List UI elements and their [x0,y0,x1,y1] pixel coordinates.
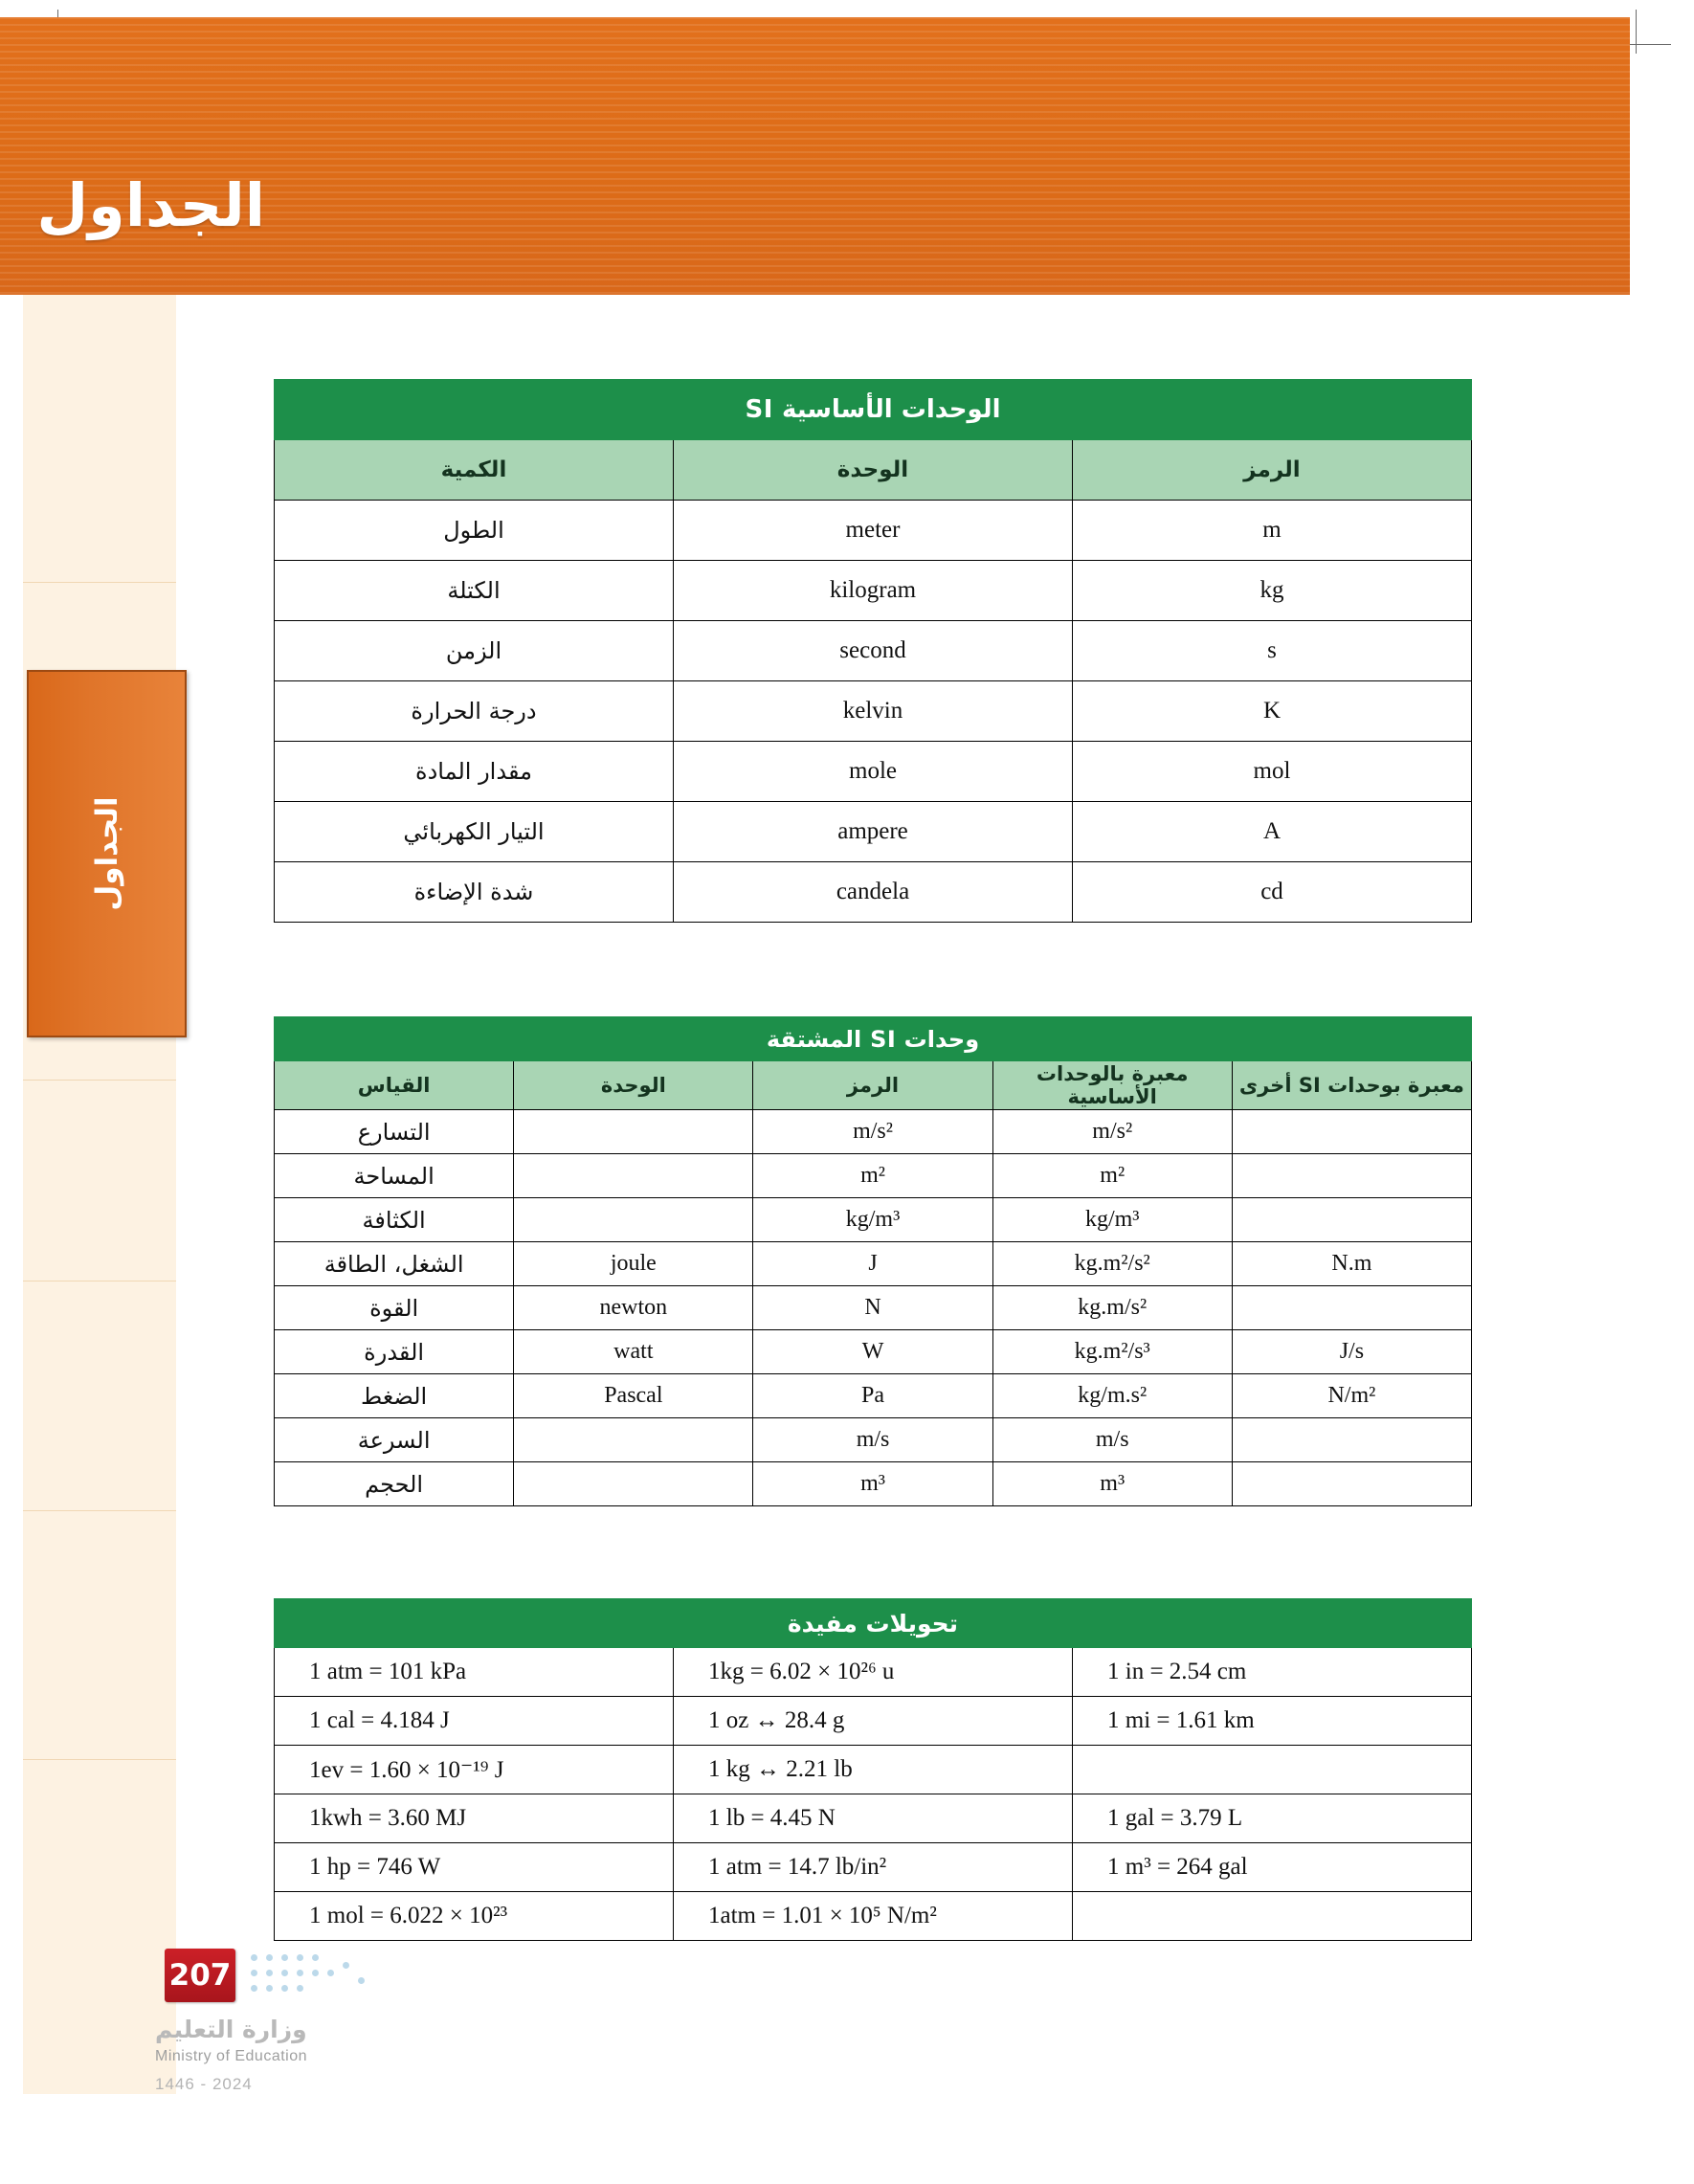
table-si-base-title: الوحدات الأساسية SI [275,380,1472,440]
table-row [275,1794,1472,1843]
table-row [275,681,1472,742]
cell-conversion [1073,1746,1472,1794]
cell-base-si: kg.m²/s³ [992,1330,1232,1374]
cell-other-si [1232,1198,1471,1242]
conversion-text: 1 kg ↔ 2.21 lb [708,1756,853,1782]
table-useful-conversions [274,1598,1472,1941]
cell-conversion [1073,1794,1472,1843]
table-row [275,742,1472,802]
table-row [275,621,1472,681]
page-number-badge: 207 [165,1949,235,2002]
cell-symbol: W [753,1330,992,1374]
cell-symbol: m/s [753,1418,992,1462]
conversion-text: 1atm = 1.01 × 10⁵ N/m² [708,1903,937,1928]
cell-unit [514,1198,753,1242]
cell-other-si [1232,1462,1471,1506]
table-row [275,1286,1472,1330]
col-header-unit: الوحدة [514,1061,753,1110]
cell-conversion [674,1746,1073,1794]
edition-years: 2024 - 1446 [155,2075,253,2093]
table-si-base-units [274,379,1472,923]
section-side-tab [27,670,187,1037]
cell-symbol: J [753,1242,992,1286]
cell-unit: joule [514,1242,753,1286]
conversion-text: 1 atm = 14.7 lb/in² [708,1854,887,1880]
cell-unit: second [674,621,1073,681]
cell-symbol: m/s² [753,1110,992,1154]
cell-conversion [275,1697,674,1746]
cell-quantity: الطول [275,501,674,561]
cell-conversion [275,1843,674,1892]
cell-measure: التسارع [275,1110,514,1154]
table-row [275,1746,1472,1794]
ministry-name-ar: وزارة التعليم [155,2016,307,2043]
cell-conversion [275,1892,674,1941]
cell-other-si [1232,1286,1471,1330]
cell-base-si: m³ [992,1462,1232,1506]
cell-conversion [275,1648,674,1697]
table-header-row [275,440,1472,501]
cell-measure: الحجم [275,1462,514,1506]
conversion-text: 1 in = 2.54 cm [1107,1659,1247,1684]
col-header-quantity: الكمية [275,440,674,501]
cell-symbol: kg [1073,561,1472,621]
cell-quantity: الكتلة [275,561,674,621]
cell-measure: القدرة [275,1330,514,1374]
cell-conversion [1073,1648,1472,1697]
page-header-banner [0,17,1630,295]
cell-conversion [674,1892,1073,1941]
col-header-symbol: الرمز [1073,440,1472,501]
cell-base-si: kg.m/s² [992,1286,1232,1330]
cell-symbol: mol [1073,742,1472,802]
cell-measure: السرعة [275,1418,514,1462]
table-row [275,1110,1472,1154]
cell-base-si: m/s² [992,1110,1232,1154]
table-conversions-title: تحويلات مفيدة [275,1599,1472,1648]
cell-symbol: Pa [753,1374,992,1418]
section-side-tab-label: الجداول [89,796,124,911]
cell-conversion [1073,1892,1472,1941]
cell-symbol: m³ [753,1462,992,1506]
cell-other-si: N/m² [1232,1374,1471,1418]
cell-conversion [275,1746,674,1794]
conversion-text: 1 oz ↔ 28.4 g [708,1707,845,1733]
cell-quantity: درجة الحرارة [275,681,674,742]
table-row [275,1330,1472,1374]
cell-conversion [674,1697,1073,1746]
conversion-text: 1 atm = 101 kPa [309,1659,467,1684]
cell-other-si [1232,1154,1471,1198]
page-side-strip [23,295,176,2094]
cell-symbol: N [753,1286,992,1330]
cell-unit: watt [514,1330,753,1374]
cell-measure: الضغط [275,1374,514,1418]
cell-measure: الكثافة [275,1198,514,1242]
table-row [275,1843,1472,1892]
cell-unit: kilogram [674,561,1073,621]
col-header-symbol: الرمز [753,1061,992,1110]
table-row [275,1154,1472,1198]
table-row [275,1892,1472,1941]
cell-other-si [1232,1418,1471,1462]
table-row [275,1697,1472,1746]
cell-measure: الشغل، الطاقة [275,1242,514,1286]
table-row [275,1198,1472,1242]
table-title-row [275,1599,1472,1648]
cell-symbol: cd [1073,862,1472,923]
cell-other-si [1232,1110,1471,1154]
cell-other-si: N.m [1232,1242,1471,1286]
cell-quantity: الزمن [275,621,674,681]
cell-conversion [674,1648,1073,1697]
conversion-text: 1 gal = 3.79 L [1107,1805,1243,1831]
crop-mark-top-right [1627,10,1671,54]
cell-base-si: kg/m.s² [992,1374,1232,1418]
cell-base-si: m² [992,1154,1232,1198]
conversion-text: 1ev = 1.60 × 10⁻¹⁹ J [309,1757,504,1783]
cell-other-si: J/s [1232,1330,1471,1374]
cell-quantity: مقدار المادة [275,742,674,802]
cell-unit: kelvin [674,681,1073,742]
col-header-unit: الوحدة [674,440,1073,501]
col-header-base-si: معبرة بالوحدات الأساسية [992,1061,1232,1110]
cell-unit: meter [674,501,1073,561]
table-row [275,862,1472,923]
cell-conversion [275,1794,674,1843]
cell-measure: المساحة [275,1154,514,1198]
decorative-dots [251,1947,413,2004]
table-title-row [275,1017,1472,1061]
cell-unit: Pascal [514,1374,753,1418]
cell-unit: candela [674,862,1073,923]
cell-quantity: شدة الإضاءة [275,862,674,923]
table-title-row [275,380,1472,440]
conversion-text: 1kwh = 3.60 MJ [309,1805,467,1831]
page-title: الجداول [36,170,265,240]
cell-conversion [674,1794,1073,1843]
table-row [275,561,1472,621]
cell-symbol: kg/m³ [753,1198,992,1242]
table-row [275,1242,1472,1286]
cell-unit [514,1110,753,1154]
cell-base-si: kg/m³ [992,1198,1232,1242]
table-header-row [275,1061,1472,1110]
conversion-text: 1 cal = 4.184 J [309,1707,450,1733]
table-row [275,501,1472,561]
conversion-text: 1 mi = 1.61 km [1107,1707,1255,1733]
cell-quantity: التيار الكهربائي [275,802,674,862]
table-row [275,802,1472,862]
cell-symbol: m² [753,1154,992,1198]
table-row [275,1418,1472,1462]
cell-unit: mole [674,742,1073,802]
table-row [275,1374,1472,1418]
cell-conversion [674,1843,1073,1892]
ministry-name-en: Ministry of Education [155,2048,308,2064]
cell-symbol: m [1073,501,1472,561]
cell-unit [514,1462,753,1506]
cell-symbol: s [1073,621,1472,681]
page-footer [144,1935,526,2117]
cell-unit [514,1418,753,1462]
table-row [275,1648,1472,1697]
cell-measure: القوة [275,1286,514,1330]
table-si-derived-title: وحدات SI المشتقة [275,1017,1472,1061]
conversion-text: 1 m³ = 264 gal [1107,1854,1248,1880]
cell-symbol: A [1073,802,1472,862]
cell-conversion [1073,1697,1472,1746]
table-si-derived-units [274,1016,1472,1506]
cell-unit: ampere [674,802,1073,862]
table-row [275,1462,1472,1506]
cell-base-si: kg.m²/s² [992,1242,1232,1286]
tables-content-area [274,379,1472,1941]
conversion-text: 1kg = 6.02 × 10²⁶ u [708,1659,895,1684]
cell-unit [514,1154,753,1198]
col-header-measure: القياس [275,1061,514,1110]
conversion-text: 1 lb = 4.45 N [708,1805,836,1831]
col-header-other-si: معبرة بوحدات SI أخرى [1232,1061,1471,1110]
conversion-text: 1 mol = 6.022 × 10²³ [309,1903,508,1928]
conversion-text: 1 hp = 746 W [309,1854,441,1880]
cell-base-si: m/s [992,1418,1232,1462]
cell-unit: newton [514,1286,753,1330]
cell-conversion [1073,1843,1472,1892]
cell-symbol: K [1073,681,1472,742]
